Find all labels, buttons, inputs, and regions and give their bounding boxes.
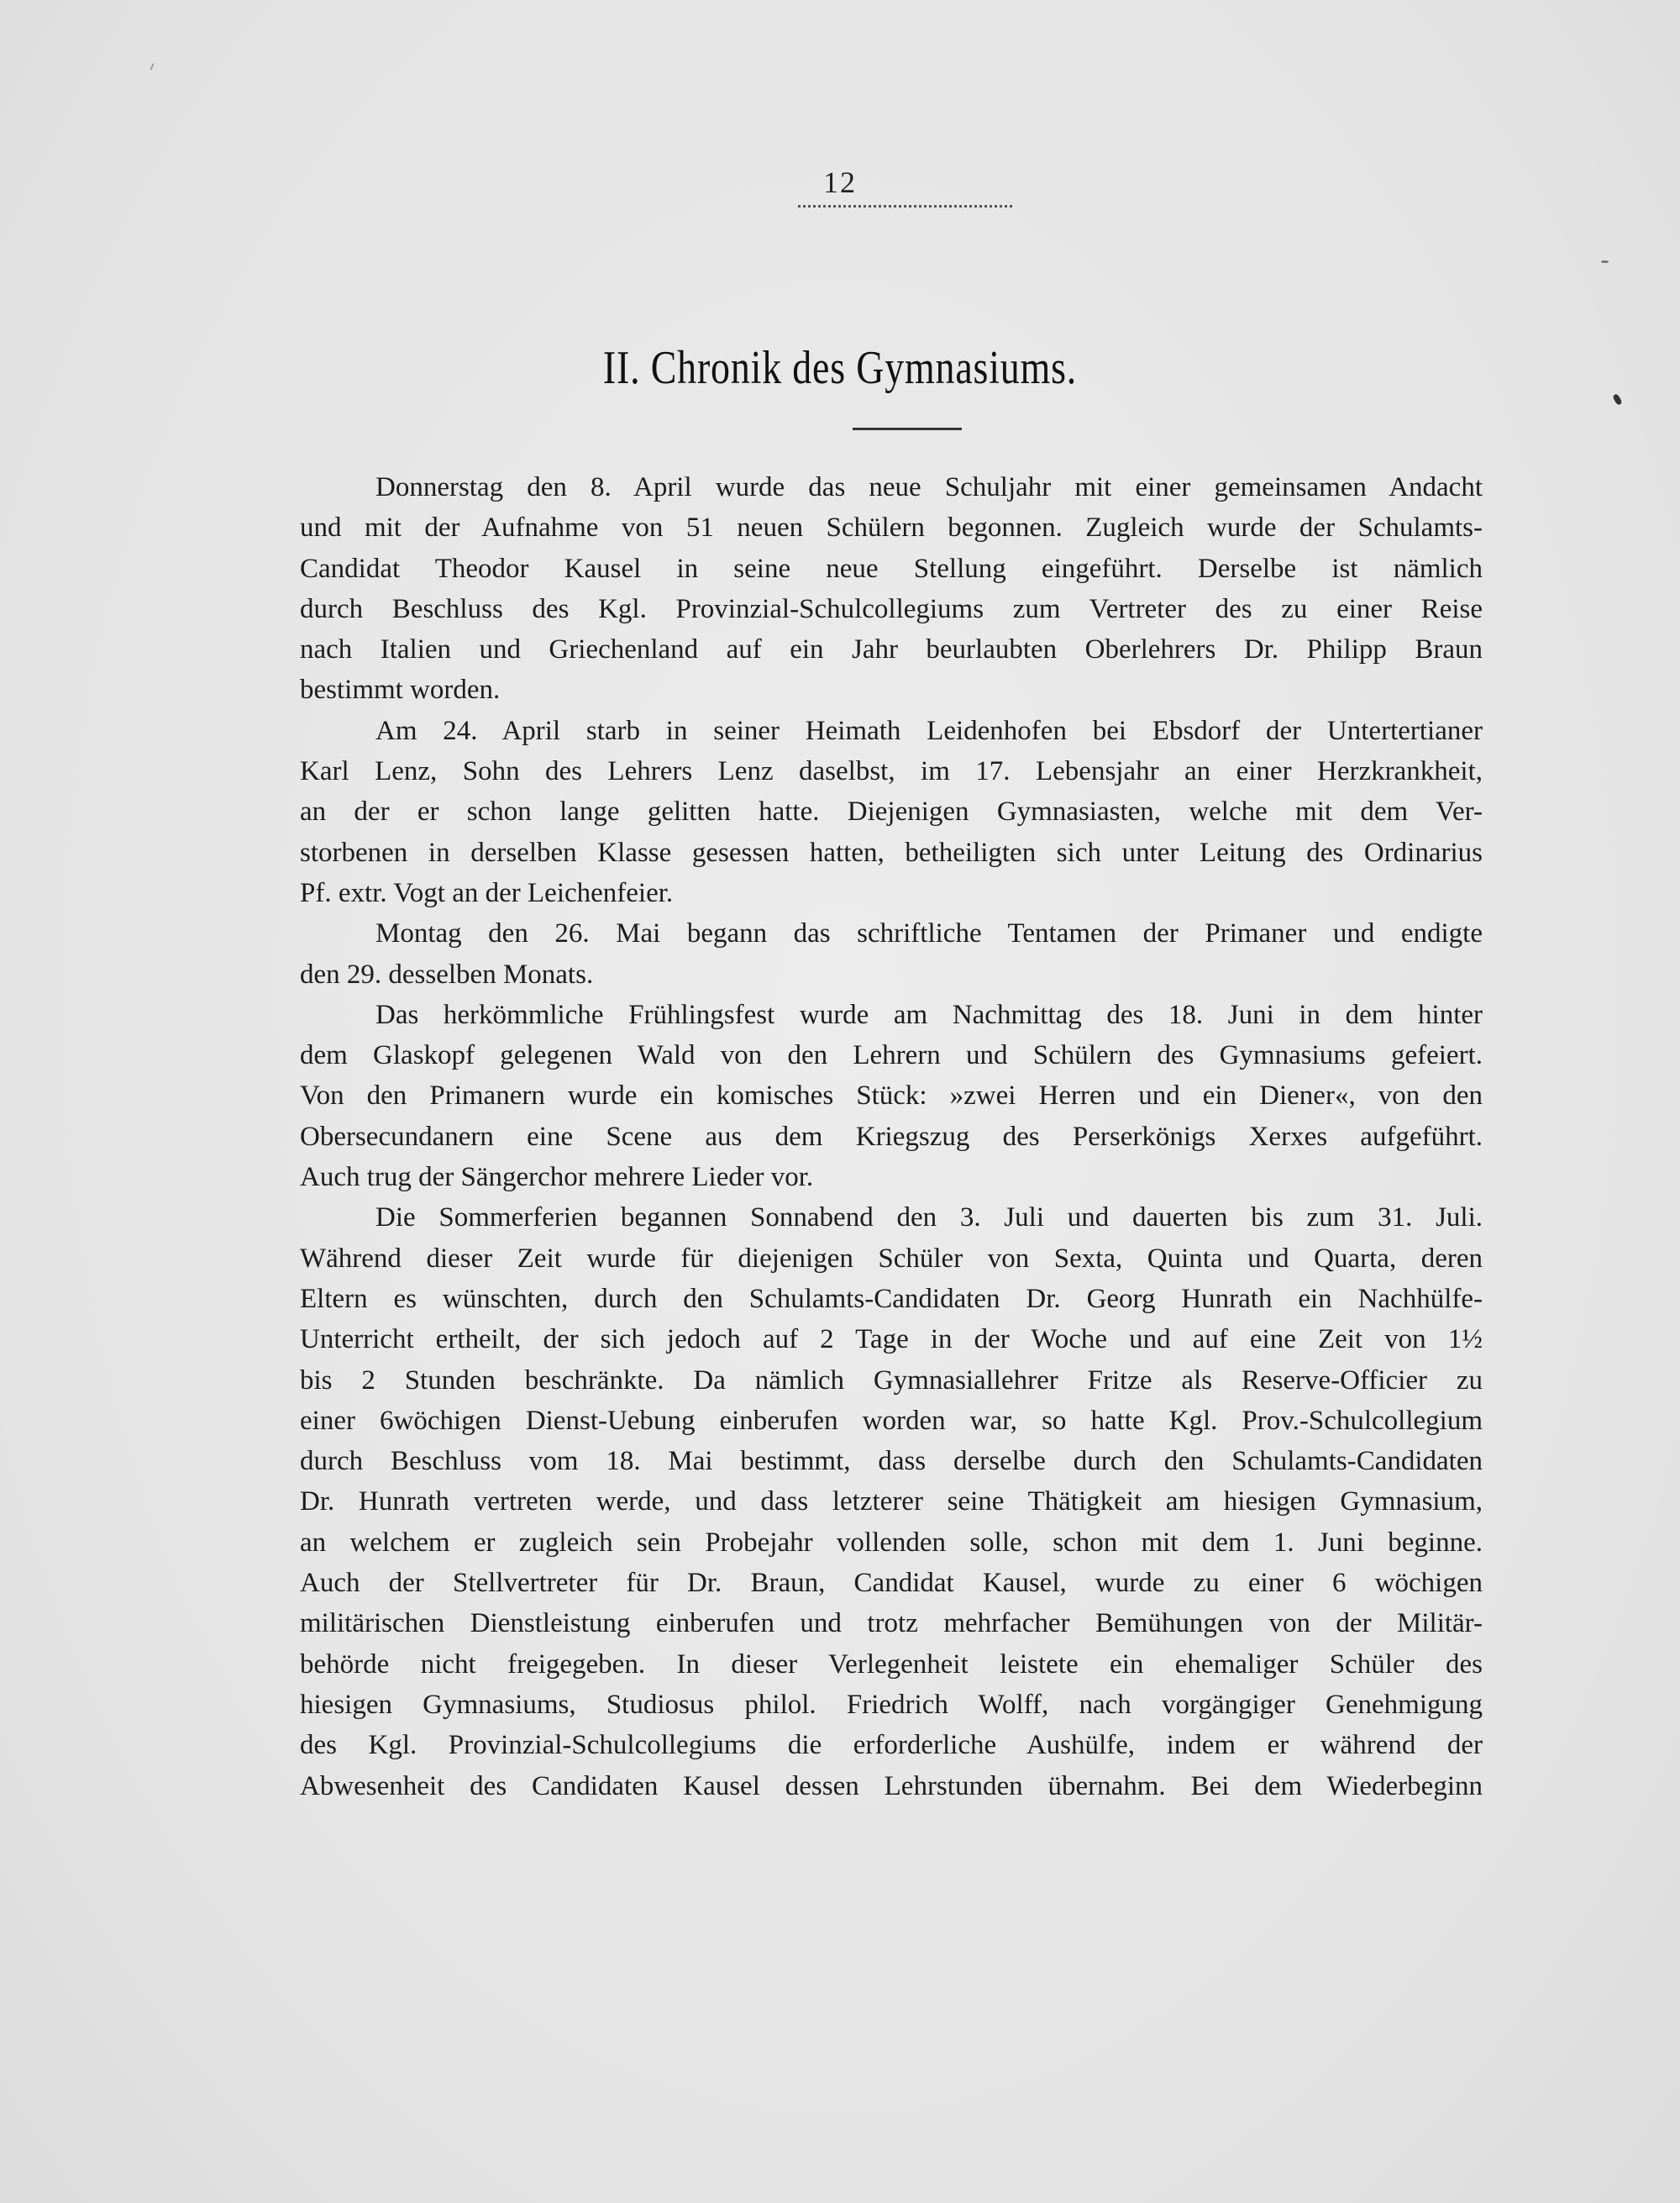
body-text <box>300 467 1483 1806</box>
text-line: des Kgl. Provinzial-Schulcollegiums die erforderliche Aushülfe, indem er während der <box>300 1730 1483 1761</box>
text-line: und mit der Aufnahme von 51 neuen Schülern begonnen. Zugleich wurde der Schulamts- <box>300 513 1483 544</box>
text-line: Obersecundanern eine Scene aus dem Kriegszug des Perserkönigs Xerxes aufgeführt. <box>300 1121 1483 1152</box>
text-line: Dr. Hunrath vertreten werde, und dass letzterer seine Thätigkeit am hiesigen Gymnasium, <box>300 1486 1483 1517</box>
text-line: Von den Primanern wurde ein komisches Stück: »zwei Herren und ein Diener«, von den <box>300 1080 1483 1112</box>
ink-speck <box>1612 393 1623 406</box>
text-line: bis 2 Stunden beschränkte. Da nämlich Gymnasiallehrer Fritze als Reserve-Officier zu <box>300 1364 1483 1396</box>
text-line: einer 6wöchigen Dienst-Uebung einberufen worden war, so hatte Kgl. Prov.-Schulcollegium <box>300 1405 1483 1436</box>
text-line: durch Beschluss vom 18. Mai bestimmt, dass derselbe durch den Schulamts-Candidaten <box>300 1446 1483 1477</box>
text-line: Am 24. April starb in seiner Heimath Leidenhofen bei Ebsdorf der Untertertianer <box>375 715 1483 746</box>
text-line: behörde nicht freigegeben. In dieser Verlegenheit leistete ein ehemaliger Schüler des <box>300 1648 1483 1680</box>
text-line: storbenen in derselben Klasse gesessen hatten, betheiligten sich unter Leitung des Ordinarius <box>300 837 1483 868</box>
text-line: Karl Lenz, Sohn des Lehrers Lenz daselbst, im 17. Lebensjahr an einer Herzkrankheit, <box>300 756 1483 787</box>
header-dotted-rule <box>798 205 1012 208</box>
text-line: Die Sommerferien begannen Sonnabend den 3. Juli und dauerten bis zum 31. Juli. <box>375 1202 1483 1233</box>
page-number: 12 <box>823 166 857 199</box>
text-line: Das herkömmliche Frühlingsfest wurde am Nachmittag des 18. Juni in dem hinter <box>375 999 1483 1030</box>
text-line: Während dieser Zeit wurde für diejenigen Schüler von Sexta, Quinta und Quarta, deren <box>300 1243 1483 1274</box>
text-line: Eltern es wünschten, durch den Schulamts-Candidaten Dr. Georg Hunrath ein Nachhülfe- <box>300 1283 1483 1314</box>
text-line: Abwesenheit des Candidaten Kausel dessen Lehrstunden übernahm. Bei dem Wiederbeginn <box>300 1770 1483 1801</box>
text-line: militärischen Dienstleistung einberufen und trotz mehrfacher Bemühungen von der Militär- <box>300 1608 1483 1639</box>
text-line: an der er schon lange gelitten hatte. Diejenigen Gymnasiasten, welche mit dem Ver- <box>300 797 1483 828</box>
title-underline-rule <box>853 428 962 430</box>
text-line: den 29. desselben Monats. <box>300 959 594 990</box>
text-line: Donnerstag den 8. April wurde das neue Schuljahr mit einer gemeinsamen Andacht <box>375 472 1483 502</box>
section-title: II. Chronik des Gymnasiums. <box>602 342 1078 394</box>
text-line: Montag den 26. Mai begann das schriftliche Tentamen der Primaner und endigte <box>375 918 1483 949</box>
text-line: Auch trug der Sängerchor mehrere Lieder vor. <box>300 1162 814 1193</box>
text-line: an welchem er zugleich sein Probejahr vollenden solle, schon mit dem 1. Juni beginne. <box>300 1527 1483 1558</box>
text-line: dem Glaskopf gelegenen Wald von den Lehrern und Schülern des Gymnasiums gefeiert. <box>300 1040 1483 1071</box>
text-line: bestimmt worden. <box>300 675 501 706</box>
text-line: Unterricht ertheilt, der sich jedoch auf 2 Tage in der Woche und auf eine Zeit von 1½ <box>300 1324 1483 1355</box>
text-line: Candidat Theodor Kausel in seine neue Stellung eingeführt. Derselbe ist nämlich <box>300 553 1483 584</box>
text-line: Auch der Stellvertreter für Dr. Braun, Candidat Kausel, wurde zu einer 6 wöchigen <box>300 1568 1483 1599</box>
text-line: Pf. extr. Vogt an der Leichenfeier. <box>300 877 674 908</box>
text-line: nach Italien und Griechenland auf ein Jahr beurlaubten Oberlehrers Dr. Philipp Braun <box>300 634 1483 665</box>
ink-speck <box>1601 260 1609 263</box>
ink-speck <box>150 63 155 71</box>
text-line: durch Beschluss des Kgl. Provinzial-Schulcollegiums zum Vertreter des zu einer Reise <box>300 593 1483 624</box>
text-line: hiesigen Gymnasiums, Studiosus philol. Friedrich Wolff, nach vorgängiger Genehmigung <box>300 1689 1483 1720</box>
